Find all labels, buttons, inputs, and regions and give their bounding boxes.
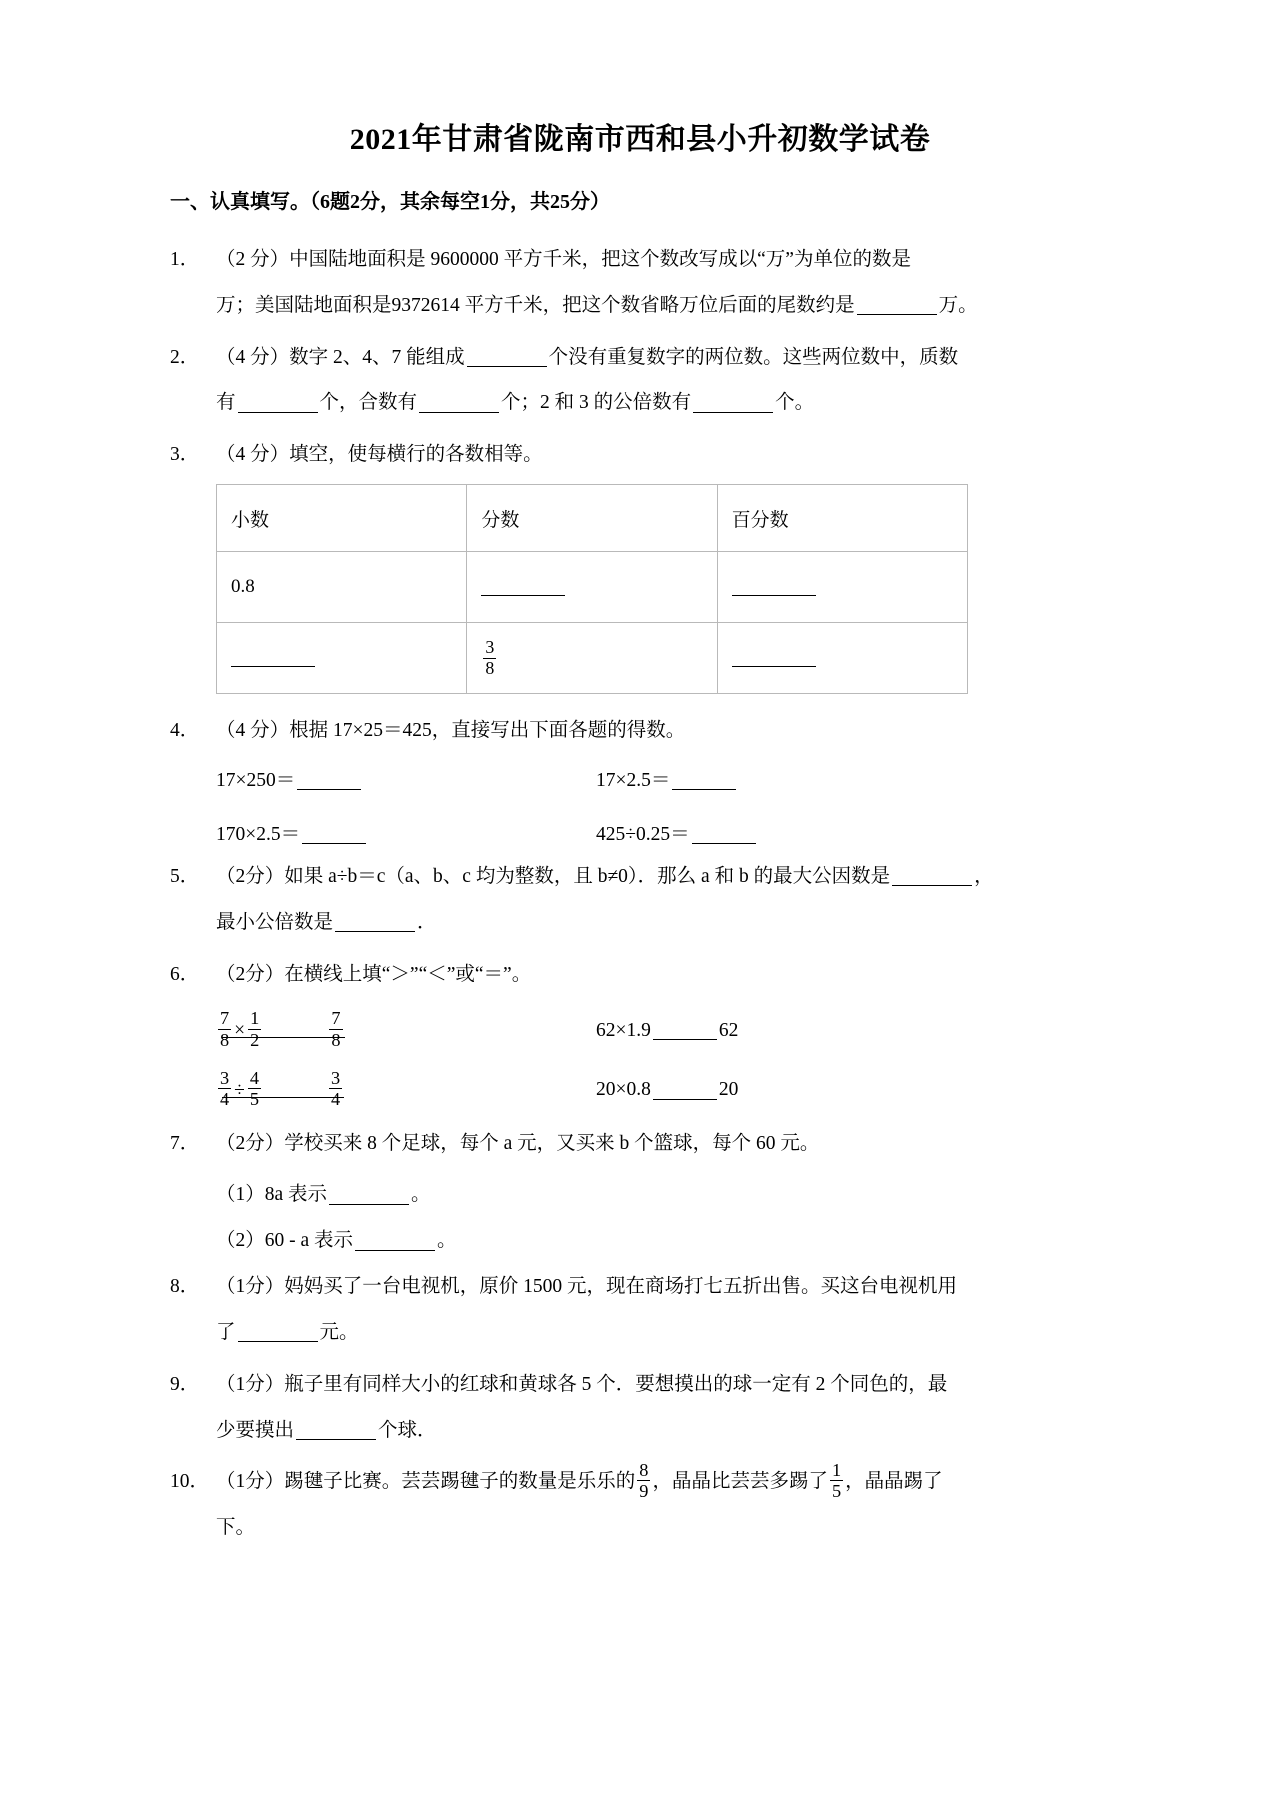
compare-value-2: 62 <box>718 1019 739 1041</box>
question-5-line-2 <box>216 900 1110 946</box>
section-heading: 一、认真填写。（6题2分，其余每空1分，共25分） <box>170 191 610 213</box>
question-6-prompt-line <box>216 952 1110 998</box>
table-header-decimal: 小数 <box>217 485 467 552</box>
question-10-number: 10． <box>170 1471 210 1493</box>
question-5-text-a: 如果 a÷b＝c（a、b、c 均为整数，且 b≠0）．那么 a 和 b 的最大公因数是 <box>284 865 891 887</box>
compare-expression-4: 20×0.8 <box>596 1079 651 1101</box>
question-8-points: （1分） <box>216 1276 285 1298</box>
question-2-blank-4[interactable] <box>693 391 773 412</box>
compare-item-3 <box>216 1069 596 1111</box>
question-9-line-2 <box>216 1408 1110 1454</box>
question-9-points: （1分） <box>216 1373 285 1395</box>
question-1-number: 1． <box>170 249 200 270</box>
calc-expr-1: 17×250＝ <box>216 769 296 791</box>
question-10-text-d: 下。 <box>216 1517 256 1539</box>
question-4-items <box>170 764 1110 846</box>
question-5-blank-2[interactable] <box>335 911 415 932</box>
compare-blank-3[interactable] <box>222 1097 344 1098</box>
operator-multiply-1: × <box>234 1020 246 1042</box>
question-5-text-c: 最小公倍数是 <box>216 911 334 933</box>
compare-expression-2: 62×1.9 <box>596 1019 651 1041</box>
question-10-text-a: 踢毽子比赛。芸芸踢毽子的数量是乐乐的 <box>284 1471 636 1493</box>
calc-item-1 <box>216 764 596 792</box>
compare-item-4 <box>596 1078 1110 1101</box>
table-row <box>217 552 968 623</box>
question-10-text-b: ，晶晶比芸芸多踢了 <box>652 1471 828 1493</box>
question-8-line-2 <box>216 1310 1110 1356</box>
question-8-number: 8． <box>170 1276 200 1298</box>
question-7-points: （2分） <box>216 1132 285 1154</box>
operator-divide-1: ÷ <box>234 1079 245 1101</box>
question-2 <box>170 335 1110 427</box>
question-9-number: 9． <box>170 1373 200 1395</box>
question-7-blank-2[interactable] <box>355 1229 435 1250</box>
question-2-points: （4 分） <box>216 346 290 368</box>
question-7-number: 7． <box>170 1132 200 1154</box>
question-7-sub-1-text: （1）8a 表示 <box>216 1184 328 1206</box>
page-title: 2021年甘肃省陇南市西和县小升初数学试卷 <box>349 123 931 156</box>
question-2-blank-2[interactable] <box>238 391 318 412</box>
table-blank-1[interactable] <box>481 576 565 596</box>
question-5-number: 5． <box>170 865 200 887</box>
question-3-points: （4 分） <box>216 444 290 466</box>
question-7-prompt: 学校买来 8 个足球，每个 a 元，又买来 b 个篮球，每个 60 元。 <box>284 1132 820 1154</box>
compare-expression-1[interactable] <box>216 1009 345 1051</box>
question-3-prompt: 填空，使每横行的各数相等。 <box>289 444 543 466</box>
calc-item-4 <box>596 818 1110 846</box>
table-row <box>217 623 968 694</box>
question-2-text-a: 数字 2、4、7 能组成 <box>289 346 465 368</box>
question-1-line-2 <box>216 283 1110 329</box>
calc-blank-1[interactable] <box>297 769 361 790</box>
question-2-text-f: 个。 <box>775 392 815 414</box>
question-9-line-1 <box>216 1362 1110 1408</box>
question-1-text-b: 万；美国陆地面积是9372614 平方千米，把这个数省略万位后面的尾数约是 <box>216 294 855 316</box>
fraction-four-fifths: $\frac{4}{5}$ <box>249 1067 260 1110</box>
fraction-eight-ninths: $\frac{8}{9}$ <box>639 1459 649 1501</box>
question-9-text-b: 少要摸出 <box>216 1419 295 1441</box>
question-2-text-d: 个，合数有 <box>319 392 418 414</box>
calc-blank-2[interactable] <box>672 769 736 790</box>
cell-percent-1 <box>717 552 967 623</box>
question-9-text-a: 瓶子里有同样大小的红球和黄球各 5 个．要想摸出的球一定有 2 个同色的，最 <box>284 1373 948 1395</box>
cell-fraction-2 <box>467 623 717 694</box>
question-7-sub-1 <box>170 1172 1110 1218</box>
question-2-text-e: 个；2 和 3 的公倍数有 <box>501 392 692 414</box>
table-blank-3[interactable] <box>231 647 315 667</box>
fraction-three-fourths-a: $\frac{3}{4}$ <box>220 1067 230 1110</box>
question-1-blank-1[interactable] <box>857 294 937 315</box>
question-10-line-1 <box>216 1459 1110 1505</box>
cell-fraction-1 <box>467 552 717 623</box>
question-5-blank-1[interactable] <box>892 865 972 886</box>
question-5 <box>170 854 1110 946</box>
question-5-line-1 <box>216 854 1110 900</box>
fraction-seven-eighths-b: $\frac{7}{8}$ <box>331 1008 341 1050</box>
question-5-points: （2分） <box>216 865 285 887</box>
table-header-fraction: 分数 <box>467 485 717 552</box>
compare-blank-1[interactable] <box>222 1037 345 1038</box>
question-10-points: （1分） <box>216 1471 285 1493</box>
question-4 <box>170 708 1110 754</box>
table-header-row <box>217 485 968 552</box>
question-1-points: （2 分） <box>216 249 290 270</box>
question-8-text-a: 妈妈买了一台电视机，原价 1500 元，现在商场打七五折出售。买这台电视机用 <box>284 1276 958 1298</box>
question-7-sub-1-end: 。 <box>411 1184 431 1206</box>
question-7-sub-2-end: 。 <box>437 1230 457 1252</box>
question-7-sub-2 <box>170 1218 1110 1264</box>
fraction-one-half: $\frac{1}{2}$ <box>250 1008 260 1050</box>
question-4-prompt-line <box>216 708 1110 754</box>
question-9-text-c: 个球． <box>378 1419 437 1441</box>
question-3-number: 3． <box>170 444 200 466</box>
calc-expr-4: 425÷0.25＝ <box>596 823 690 845</box>
table-header-percent: 百分数 <box>717 485 967 552</box>
question-8-text-c: 元。 <box>319 1321 359 1343</box>
question-7 <box>170 1121 1110 1167</box>
question-8-blank-1[interactable] <box>238 1321 318 1342</box>
question-7-sub-2-text: （2）60 - a 表示 <box>216 1230 354 1252</box>
question-6-number: 6． <box>170 963 200 985</box>
compare-value-4: 20 <box>718 1079 739 1101</box>
question-3-prompt-line <box>216 432 1110 478</box>
question-8-line-1 <box>216 1264 1110 1310</box>
conversion-table <box>216 484 968 694</box>
question-9-blank-1[interactable] <box>296 1418 376 1439</box>
question-2-text-c: 有 <box>216 392 236 414</box>
question-3 <box>170 432 1110 478</box>
calc-blank-3[interactable] <box>302 823 366 844</box>
table-blank-4[interactable] <box>732 647 816 667</box>
calc-expr-3: 170×2.5＝ <box>216 823 301 845</box>
question-1 <box>170 237 1110 329</box>
compare-item-1 <box>216 1009 596 1051</box>
question-8-text-b: 了 <box>216 1321 236 1343</box>
cell-percent-2 <box>717 623 967 694</box>
compare-blank-4[interactable] <box>653 1078 717 1099</box>
question-8 <box>170 1264 1110 1356</box>
question-6 <box>170 952 1110 998</box>
question-7-blank-1[interactable] <box>329 1183 409 1204</box>
question-3-table-wrap <box>170 484 1110 694</box>
question-2-blank-3[interactable] <box>419 391 499 412</box>
question-4-number: 4． <box>170 720 200 742</box>
calc-item-3 <box>216 818 596 846</box>
question-1-text-c: 万。 <box>938 294 978 316</box>
cell-decimal-2 <box>217 623 467 694</box>
fraction-three-fourths-b: $\frac{3}{4}$ <box>331 1067 341 1110</box>
question-2-line-2 <box>216 380 1110 426</box>
question-2-text-b: 个没有重复数字的两位数。这些两位数中，质数 <box>548 346 959 368</box>
calc-blank-4[interactable] <box>692 823 756 844</box>
cell-decimal-1: 0.8 <box>217 552 467 623</box>
question-10 <box>170 1459 1110 1551</box>
question-2-line-1 <box>216 335 1110 381</box>
compare-blank-2[interactable] <box>653 1019 717 1040</box>
question-6-points: （2分） <box>216 963 285 985</box>
question-7-prompt-line <box>216 1121 1110 1167</box>
compare-item-2 <box>596 1019 1110 1042</box>
question-2-number: 2． <box>170 346 200 368</box>
question-1-line-1 <box>216 237 1110 283</box>
fraction-one-fifth: $\frac{1}{5}$ <box>831 1459 842 1501</box>
fraction-seven-eighths-a: $\frac{7}{8}$ <box>220 1008 230 1050</box>
question-10-line-2 <box>216 1505 1110 1551</box>
question-5-text-b: ， <box>974 865 994 887</box>
question-4-points: （4 分） <box>216 720 290 742</box>
question-5-text-d: ． <box>417 911 437 933</box>
calc-item-2 <box>596 764 1110 792</box>
question-9 <box>170 1362 1110 1454</box>
question-6-prompt: 在横线上填“＞”“＜”或“＝”。 <box>284 963 532 985</box>
question-10-text-c: ，晶晶踢了 <box>845 1471 943 1493</box>
question-2-blank-1[interactable] <box>467 345 547 366</box>
compare-expression-3[interactable] <box>216 1069 344 1111</box>
question-6-rows <box>170 1009 1110 1110</box>
question-4-prompt: 根据 17×25＝425，直接写出下面各题的得数。 <box>289 720 686 742</box>
calc-expr-2: 17×2.5＝ <box>596 769 671 791</box>
table-blank-2[interactable] <box>732 576 816 596</box>
fraction-three-eighths: $\frac{3}{8}$ <box>485 636 495 678</box>
question-1-text-a: 中国陆地面积是 9600000 平方千米，把这个数改写成以“万”为单位的数是 <box>289 249 911 270</box>
